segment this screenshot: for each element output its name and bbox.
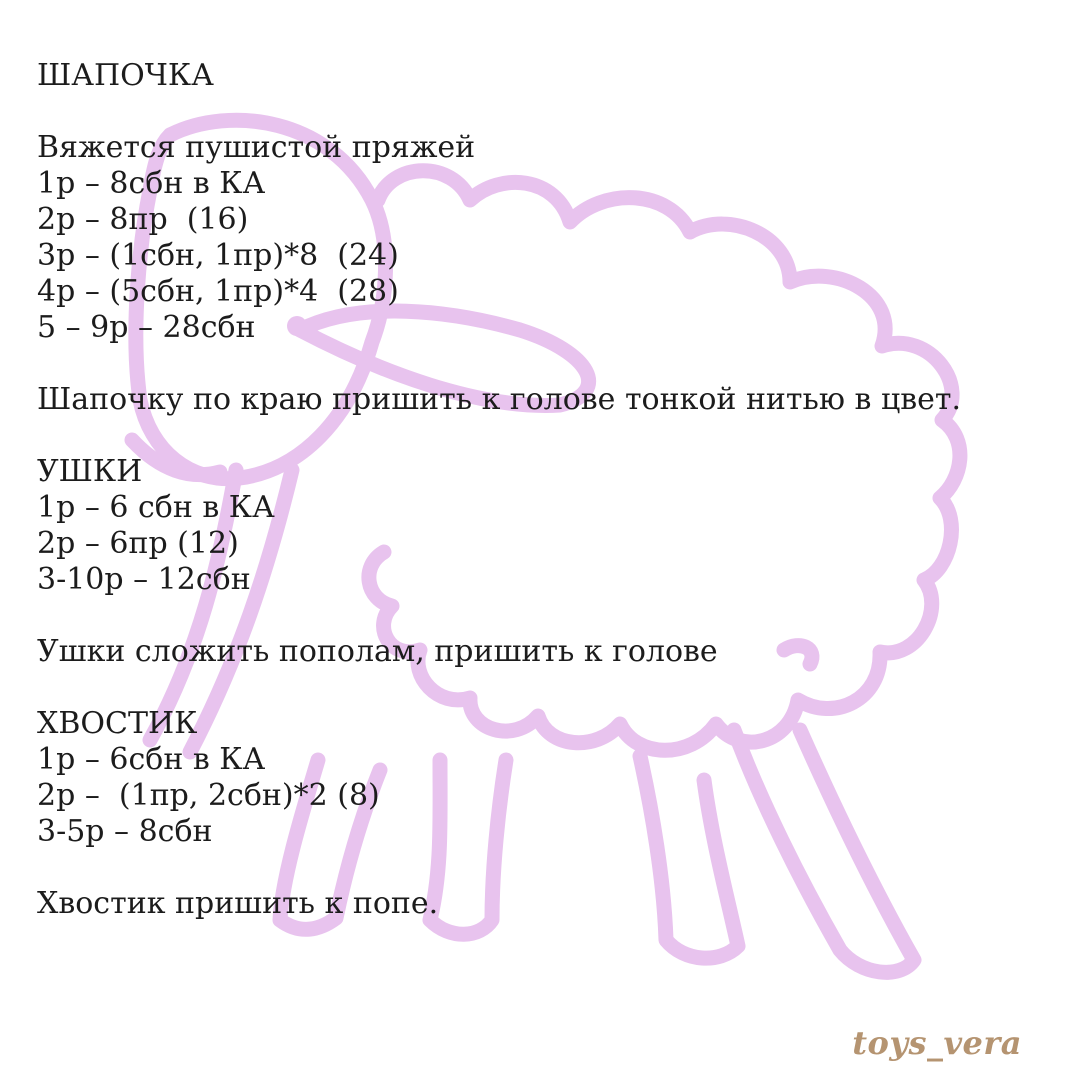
tail-line-2: 2р – (1пр, 2сбн)*2 (8) <box>37 778 380 813</box>
watermark-signature: toys_vera <box>852 1024 1022 1062</box>
section-heading-ears: УШКИ <box>37 454 143 489</box>
pattern-text <box>37 58 1037 922</box>
hat-line-4: 3р – (1сбн, 1пр)*8 (24) <box>37 238 399 273</box>
hat-line-5: 4р – (5сбн, 1пр)*4 (28) <box>37 274 399 309</box>
tail-line-3: 3-5р – 8сбн <box>37 814 213 849</box>
hat-line-3: 2р – 8пр (16) <box>37 202 249 237</box>
ears-line-2: 2р – 6пр (12) <box>37 526 239 561</box>
hat-note: Шапочку по краю пришить к голове тонкой нитью в цвет. <box>37 382 962 417</box>
hat-line-6: 5 – 9р – 28сбн <box>37 310 256 345</box>
section-heading-tail: ХВОСТИК <box>37 706 198 741</box>
tail-line-1: 1р – 6сбн в КА <box>37 742 266 777</box>
section-heading-hat: ШАПОЧКА <box>37 58 214 93</box>
tail-note: Хвостик пришить к попе. <box>37 886 439 921</box>
ears-line-1: 1р – 6 сбн в КА <box>37 490 275 525</box>
ears-line-3: 3-10р – 12сбн <box>37 562 251 597</box>
hat-line-2: 1р – 8сбн в КА <box>37 166 266 201</box>
hat-line-1: Вяжется пушистой пряжей <box>37 130 476 165</box>
ears-note: Ушки сложить пополам, пришить к голове <box>37 634 718 669</box>
